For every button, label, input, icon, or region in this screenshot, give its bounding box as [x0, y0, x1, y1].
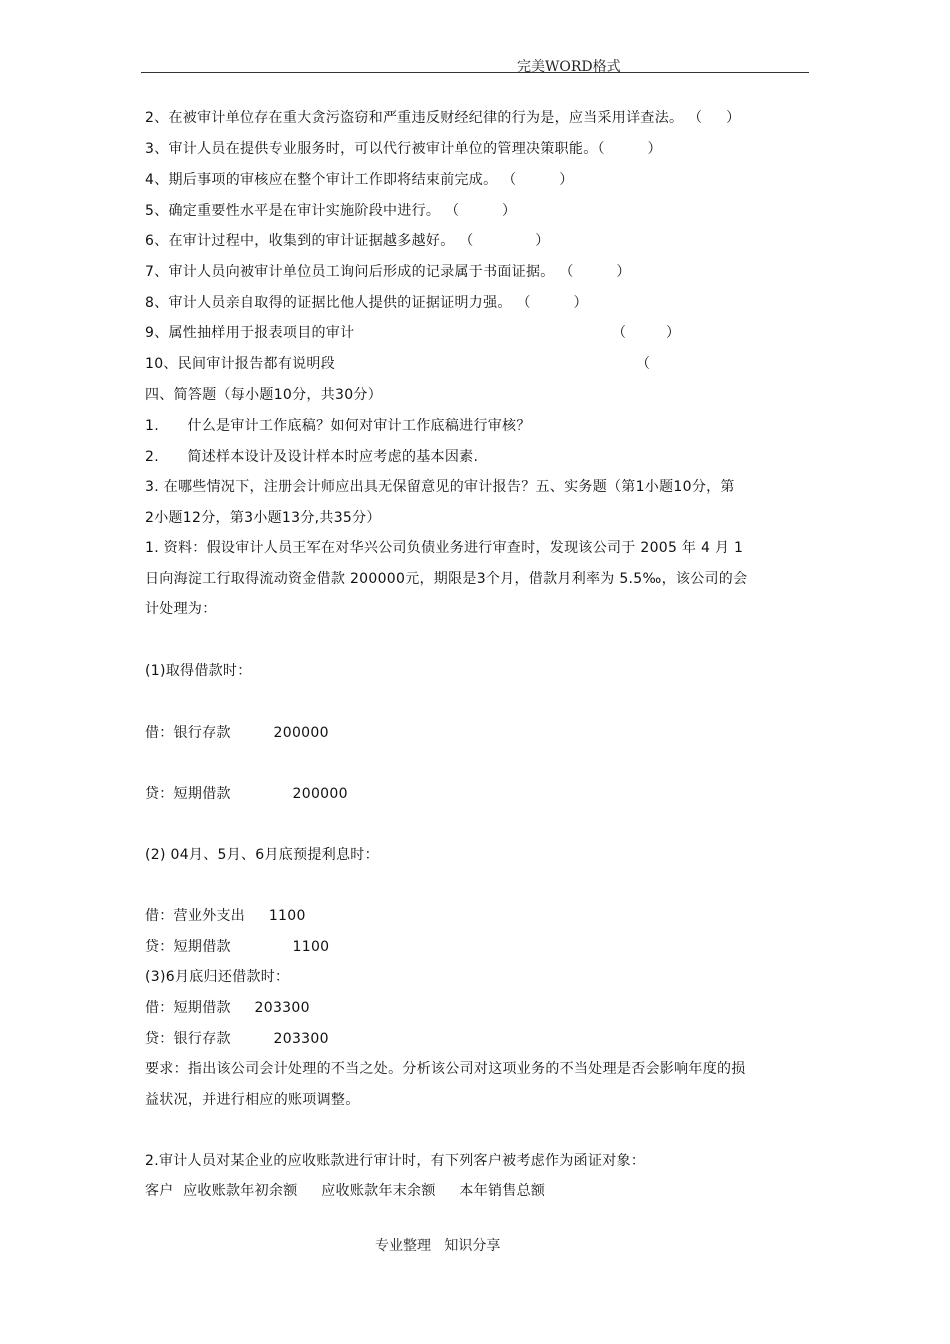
- page-header: 完美WORD格式: [517, 59, 621, 75]
- document-line: 借：营业外支出 1100: [145, 908, 306, 924]
- document-line: 贷：银行存款 203300: [145, 1031, 329, 1047]
- document-line: 3、审计人员在提供专业服务时，可以代行被审计单位的管理决策职能。（ ）: [145, 141, 662, 157]
- document-line: 3. 在哪些情况下，注册会计师应出具无保留意见的审计报告？五、实务题（第1小题10分，第: [145, 479, 735, 495]
- document-line: (3)6月底归还借款时：: [145, 969, 290, 985]
- document-line: 5、确定重要性水平是在审计实施阶段中进行。 （ ）: [145, 203, 517, 219]
- document-line: 8、审计人员亲自取得的证据比他人提供的证据证明力强。 （ ）: [145, 295, 588, 311]
- document-line: 9、属性抽样用于报表项目的审计: [145, 325, 355, 341]
- document-line: 要求：指出该公司会计处理的不当之处。分析该公司对这项业务的不当处理是否会影响年度的损: [145, 1061, 746, 1077]
- answer-bracket: （ ）: [612, 325, 681, 341]
- document-line: 6、在审计过程中，收集到的审计证据越多越好。 （ ）: [145, 233, 550, 249]
- document-line: 2. 简述样本设计及设计样本时应考虑的基本因素.: [145, 449, 479, 465]
- document-line: 益状况，并进行相应的账项调整。: [145, 1092, 360, 1108]
- document-line: (2) 04月、5月、6月底预提利息时：: [145, 847, 379, 863]
- document-line: 2.审计人员对某企业的应收账款进行审计时，有下列客户被考虑作为函证对象：: [145, 1153, 646, 1169]
- page-footer: 专业整理 知识分享: [375, 1238, 501, 1254]
- document-line: 计处理为：: [145, 601, 217, 617]
- document-line: 7、审计人员向被审计单位员工询问后形成的记录属于书面证据。 （ ）: [145, 264, 631, 280]
- document-line: 日向海淀工行取得流动资金借款 200000元，期限是3个月，借款月利率为 5.5‰，该公司的会: [145, 571, 748, 587]
- document-line: 1. 什么是审计工作底稿？如何对审计工作底稿进行审核？: [145, 418, 531, 434]
- document-line: 2小题12分，第3小题13分,共35分）: [145, 510, 381, 526]
- document-line: 4、期后事项的审核应在整个审计工作即将结束前完成。 （ ）: [145, 172, 574, 188]
- document-line: 2、在被审计单位存在重大贪污盗窃和严重违反财经纪律的行为是，应当采用详查法。 （ ）: [145, 110, 741, 126]
- answer-bracket: （: [636, 356, 650, 372]
- document-line: 借：银行存款 200000: [145, 725, 329, 741]
- document-line: 借：短期借款 203300: [145, 1000, 310, 1016]
- document-line: 贷：短期借款 1100: [145, 939, 330, 955]
- document-line: 客户 应收账款年初余额 应收账款年末余额 本年销售总额: [145, 1183, 546, 1199]
- document-line: 10、民间审计报告都有说明段: [145, 356, 336, 372]
- document-line: 四、简答题（每小题10分，共30分）: [145, 387, 383, 403]
- header-divider: [141, 72, 809, 73]
- document-line: 1. 资料：假设审计人员王军在对华兴公司负债业务进行审查时，发现该公司于 2005 年 4 月 1: [145, 540, 744, 556]
- document-line: 贷：短期借款 200000: [145, 786, 348, 802]
- document-line: (1)取得借款时：: [145, 663, 252, 679]
